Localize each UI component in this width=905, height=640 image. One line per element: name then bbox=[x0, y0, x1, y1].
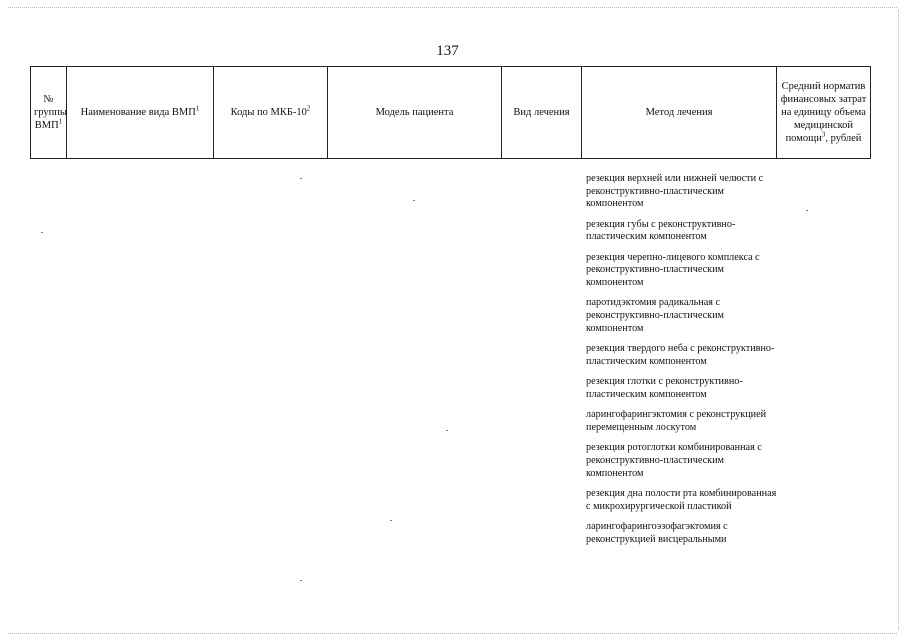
header-financial-norm: Средний норматив финансовых затрат на единицу объема медицинской помощи$^3$, рублей bbox=[777, 67, 871, 159]
scan-speck bbox=[413, 200, 415, 201]
method-item: резекция верхней или нижней челюсти с реконструктивно-пластическим компонентом bbox=[586, 173, 764, 210]
method-item: резекция ротоглотки комбинированная с реконструктивно-пластическим компонентом bbox=[586, 442, 762, 479]
treatment-methods-list bbox=[586, 173, 782, 554]
scan-border-bottom bbox=[8, 633, 897, 634]
method-item: ларингофарингэктомия с реконструкцией перемещенным лоскутом bbox=[586, 409, 767, 433]
scan-speck bbox=[41, 232, 43, 233]
scan-border-top bbox=[8, 7, 897, 8]
method-item: ларингофарингоэзофагэктомия с реконструкцией висцеральными bbox=[586, 520, 728, 545]
method-item: резекция дна полости рта комбинированная с микрохирургической пластикой bbox=[586, 487, 777, 512]
header-vmp-name: Наименование вида ВМП$^1$ bbox=[67, 67, 214, 159]
header-patient-model: Модель пациента bbox=[328, 67, 502, 159]
method-item: резекция черепно-лицевого комплекса с реконструктивно-пластическим компонентом bbox=[586, 251, 760, 289]
page-number: 137 bbox=[436, 43, 459, 59]
scan-border-right bbox=[898, 10, 899, 630]
header-icd-codes: Коды по МКБ-$10^2$ bbox=[214, 67, 328, 159]
scan-speck bbox=[300, 178, 302, 179]
scan-speck bbox=[446, 430, 448, 431]
method-item: резекция глотки с реконструктивно-пластическим компонентом bbox=[586, 376, 743, 400]
header-treatment-type: Вид лечения bbox=[502, 67, 582, 159]
scan-speck bbox=[390, 520, 392, 521]
method-item: резекция твердого неба с реконструктивно-пластическим компонентом bbox=[586, 343, 775, 367]
scan-speck bbox=[806, 210, 808, 211]
header-treatment-method: Метод лечения bbox=[582, 67, 777, 159]
method-item: паротидэктомия радикальная с реконструктивно-пластическим компонентом bbox=[586, 297, 724, 334]
method-item: резекция губы с реконструктивно-пластическим компонентом bbox=[586, 218, 736, 243]
scan-speck bbox=[300, 580, 302, 581]
table-header bbox=[30, 66, 871, 159]
header-group-number: № группы ВМП$^1$ bbox=[31, 67, 67, 159]
